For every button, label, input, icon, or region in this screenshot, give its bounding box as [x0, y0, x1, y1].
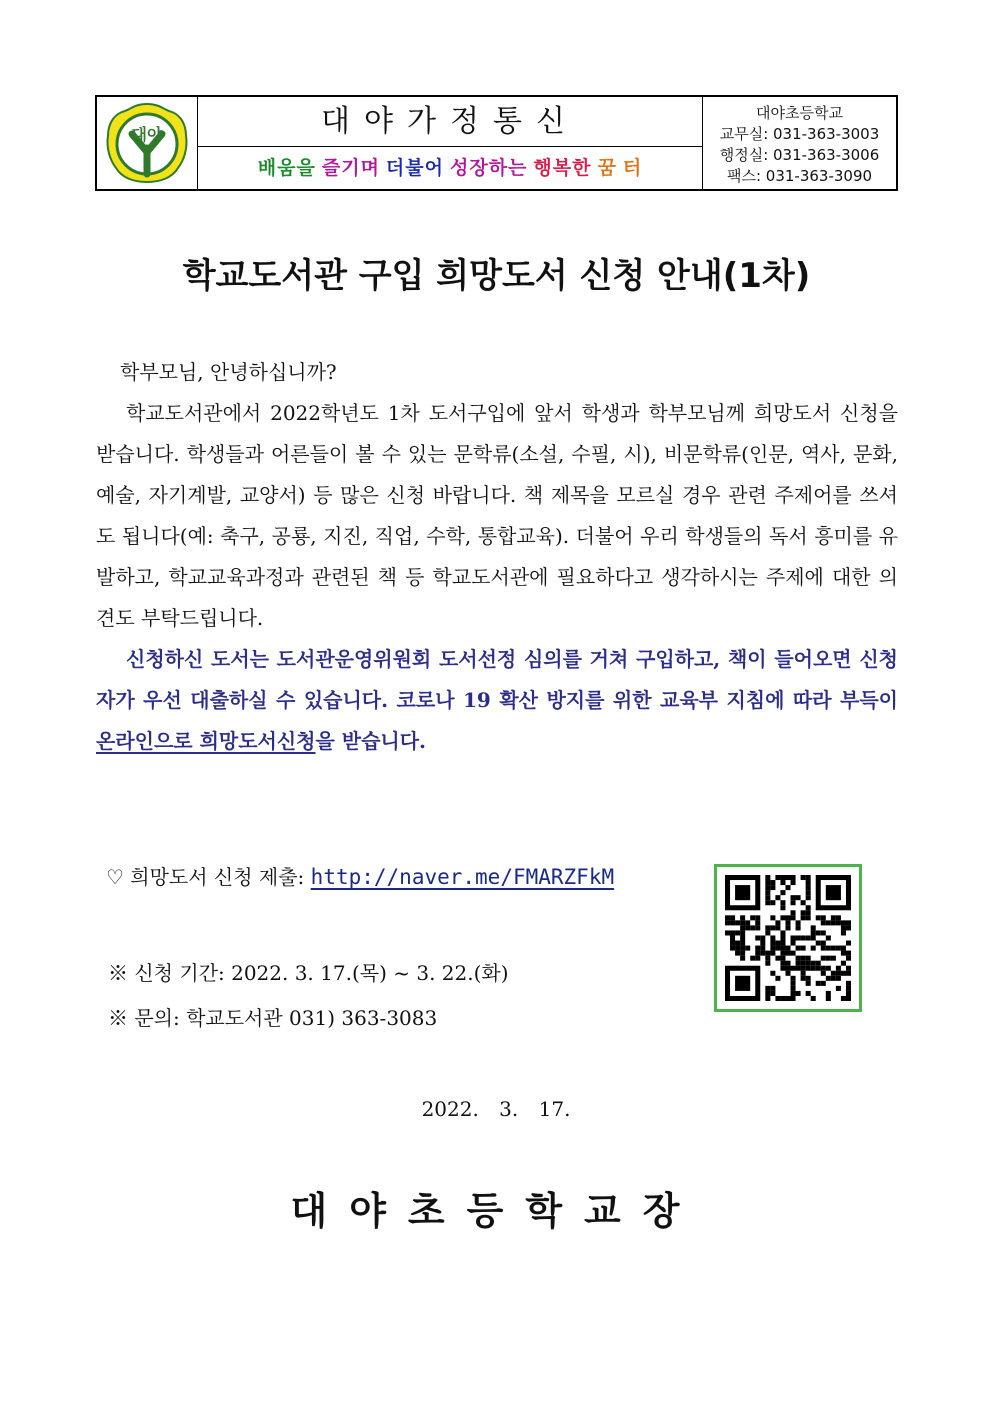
qr-code[interactable] — [714, 864, 862, 1012]
slogan-word: 꿈 — [597, 157, 617, 179]
qr-code-icon — [725, 875, 851, 1001]
inquiry-contact: ※ 문의: 학교도서관 031) 363-3083 — [108, 1006, 438, 1030]
page-title: 학교도서관 구입 희망도서 신청 안내(1차) — [182, 256, 811, 296]
newsletter-title: 대야가정통신 — [198, 97, 702, 147]
contact-office: 교무실: 031-363-3003 — [719, 125, 880, 143]
application-period: ※ 신청 기간: 2022. 3. 17.(목) ~ 3. 22.(화) — [108, 961, 509, 985]
slogan-word: 배움을 — [257, 157, 316, 179]
greeting: 학부모님, 안녕하십니까? — [120, 360, 337, 384]
school-logo-cell — [97, 97, 198, 189]
slogan-word: 즐기며 — [321, 157, 380, 179]
application-label: ♡ 희망도서 신청 제출: — [106, 865, 311, 889]
newsletter-header — [95, 95, 898, 191]
paragraph-highlight — [96, 639, 898, 762]
contact-info — [703, 97, 896, 189]
slogan-word: 터 — [622, 157, 643, 179]
contact-admin: 행정실: 031-363-3006 — [719, 146, 880, 164]
highlight-text: 신청하신 도서는 도서관운영위원회 도서선정 심의를 거쳐 구입하고, 책이 들어오면 신청자가 우선 대출하실 수 있습니다. 코로나 19 확산 방지를 위한 교육부 지침에 따라 부득이 — [96, 647, 898, 712]
principal-signature: 대야초등학교장 — [290, 1189, 702, 1233]
application-link[interactable]: http://naver.me/FMARZFkM — [310, 865, 615, 889]
school-name: 대야초등학교 — [756, 104, 843, 122]
slogan-word: 더불어 — [385, 157, 444, 179]
svg-text:대야: 대야 — [131, 125, 163, 144]
school-slogan — [198, 147, 702, 189]
title-cell — [198, 97, 703, 189]
school-logo-icon — [102, 100, 192, 186]
application-line — [106, 861, 614, 890]
notice-body — [96, 352, 898, 762]
slogan-word: 성장하는 — [449, 157, 528, 179]
issue-date: 2022. 3. 17. — [421, 1097, 571, 1121]
slogan-word: 행복한 — [533, 157, 592, 179]
paragraph-intro: 학교도서관에서 2022학년도 1차 도서구입에 앞서 학생과 학부모님께 희망도서 신청을 받습니다. 학생들과 어른들이 볼 수 있는 문학류(소설, 수필, 시), 비문학류(인문, 역사, 문화, 예술, 자기계발, 교양서) 등 많은 신청 바랍니다. 책 제목을 모르실 경우 관련 주제어를 쓰셔도 됩니다(예: 축구, 공룡, 지진, 직업, 수학, 통합교육). 더불어 우리 학생들의 독서 흥미를 유발하고, 학교교육과정과 관련된 책 등 학교도서관에 필요하다고 생각하시는 주제에 대한 의견도 부탁드립니다. — [96, 401, 898, 630]
contact-fax: 팩스: 031-363-3090 — [726, 167, 873, 185]
highlight-text-end: 을 받습니다. — [315, 729, 427, 753]
online-application-text: 온라인으로 희망도서신청 — [96, 729, 316, 753]
